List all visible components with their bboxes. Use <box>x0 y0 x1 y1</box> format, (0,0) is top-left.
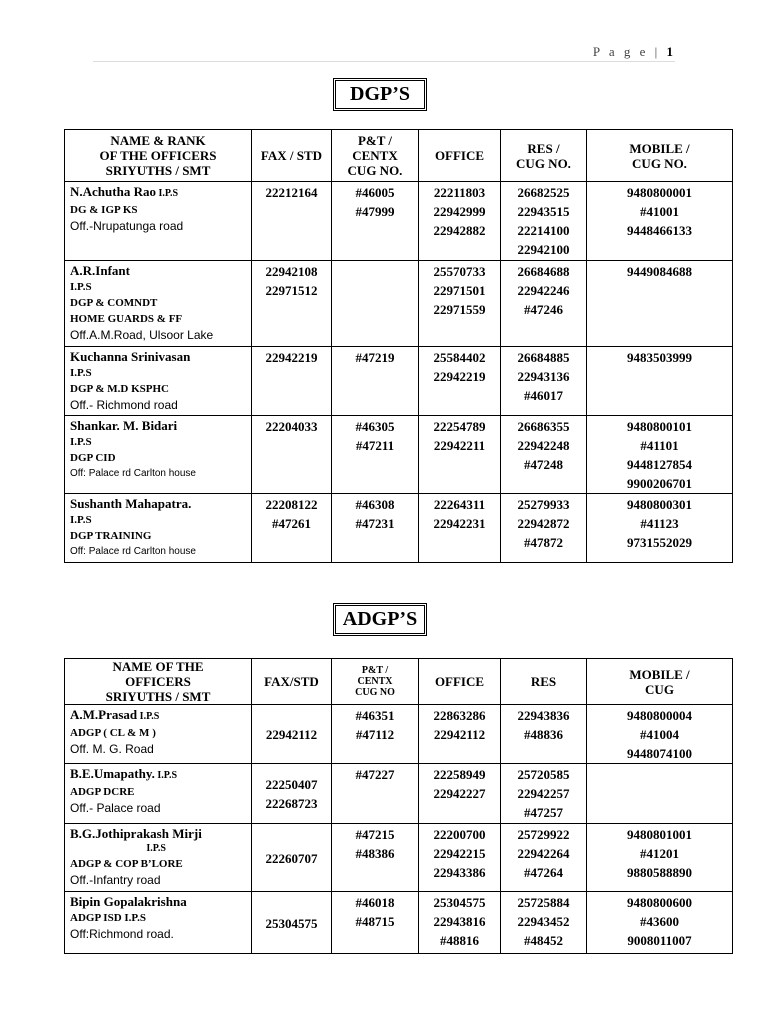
mobile-number: 9880588890 <box>627 865 692 880</box>
office-number: 22258949 <box>433 767 486 782</box>
pt-number: #48386 <box>355 846 395 861</box>
office-number: 22942227 <box>433 786 486 801</box>
office-cell <box>419 347 501 416</box>
office-number: 22254789 <box>433 419 486 434</box>
mobile-number: 9480800101 <box>627 419 692 434</box>
officer-cell <box>65 764 252 824</box>
mobile-cell <box>587 347 733 416</box>
office-number: 25584402 <box>433 350 486 365</box>
office-cell <box>419 764 501 824</box>
officer-address: Off.- Palace road <box>70 801 161 815</box>
officer-name: Shankar. M. Bidari <box>70 418 178 433</box>
officer-name: A.R.Infant <box>70 263 130 278</box>
dgp-table <box>64 129 733 563</box>
pt-number: #46005 <box>355 185 395 200</box>
column-header-res <box>501 659 587 705</box>
officer-cell <box>65 261 252 347</box>
pt-cell <box>332 824 419 892</box>
officer-cell <box>65 182 252 261</box>
pt-number: #46018 <box>355 895 395 910</box>
fax-number: 22204033 <box>265 419 318 434</box>
pt-number: #47999 <box>355 204 395 219</box>
res-number: 22943452 <box>517 914 570 929</box>
res-cell <box>501 705 587 764</box>
column-header-office <box>419 130 501 182</box>
fax-number: 22942112 <box>265 727 318 742</box>
header-line: CUG NO. <box>347 163 403 178</box>
officer-address: Off.-Nrupatunga road <box>70 219 184 233</box>
column-header-fax <box>252 659 332 705</box>
officer-rank: DGP & M.D KSPHC <box>70 383 169 395</box>
res-number: 26686355 <box>517 419 570 434</box>
fax-number: 22971512 <box>265 283 318 298</box>
res-number: 25279933 <box>517 497 570 512</box>
fax-cell <box>252 261 332 347</box>
officer-address: Off.A.M.Road, Ulsoor Lake <box>70 328 214 342</box>
res-number: 26684885 <box>517 350 570 365</box>
pt-number: #47219 <box>355 350 395 365</box>
ips-label: I.P.S <box>70 281 92 293</box>
pt-cell <box>332 416 419 494</box>
header-line: OFFICE <box>434 674 485 689</box>
column-header-res <box>501 130 587 182</box>
officer-row <box>65 261 733 347</box>
mobile-number: 9480800001 <box>627 185 692 200</box>
res-number: 26684688 <box>517 264 570 279</box>
office-number: 22942211 <box>433 438 486 453</box>
mobile-number: #41001 <box>640 204 679 219</box>
header-line: SRIYUTHS / SMT <box>105 163 211 178</box>
header-rule <box>93 61 675 62</box>
dgp-section-title: DGP’S <box>333 78 427 111</box>
header-line: FAX/STD <box>264 674 319 689</box>
pt-number: #47215 <box>355 827 395 842</box>
res-cell <box>501 764 587 824</box>
mobile-cell <box>587 416 733 494</box>
office-number: 22942231 <box>433 516 486 531</box>
res-number: 22942248 <box>517 438 570 453</box>
mobile-number: 9480801001 <box>627 827 692 842</box>
pt-number: #47227 <box>355 767 395 782</box>
res-number: 22942246 <box>517 283 570 298</box>
pt-number: #47112 <box>355 727 395 742</box>
mobile-cell <box>587 182 733 261</box>
mobile-number: 9008011007 <box>627 933 692 948</box>
officer-row <box>65 764 733 824</box>
officer-row <box>65 705 733 764</box>
ips-label: I.P.S <box>155 188 179 199</box>
header-line: MOBILE / <box>629 666 690 682</box>
header-row <box>65 130 733 182</box>
mobile-cell <box>587 494 733 563</box>
officer-row <box>65 182 733 261</box>
header-line: CENTX <box>352 148 398 163</box>
officer-cell <box>65 892 252 954</box>
office-cell <box>419 416 501 494</box>
pt-cell <box>332 764 419 824</box>
header-line: MOBILE / <box>629 140 690 156</box>
res-number: 26682525 <box>517 185 570 200</box>
res-number: 22943515 <box>517 204 570 219</box>
fax-cell <box>252 416 332 494</box>
page-separator: | <box>654 44 661 59</box>
mobile-cell <box>587 892 733 954</box>
column-header-mobile <box>587 130 733 182</box>
officer-address: Off.-Infantry road <box>70 873 161 887</box>
adgp-table <box>64 658 733 954</box>
office-number: 22942215 <box>433 846 486 861</box>
officer-rank: DGP CID <box>70 452 116 464</box>
mobile-cell <box>587 261 733 347</box>
res-number: 25720585 <box>517 767 570 782</box>
office-number: 22942882 <box>433 223 486 238</box>
header-line: CUG NO <box>355 687 395 698</box>
pt-cell <box>332 347 419 416</box>
column-header-pt <box>332 130 419 182</box>
mobile-number: 9448074100 <box>627 746 692 761</box>
officer-address: Off: Palace rd Carlton house <box>70 468 196 479</box>
mobile-cell <box>587 824 733 892</box>
header-line: FAX / STD <box>260 148 323 163</box>
column-header-pt <box>332 659 419 705</box>
office-number: 25304575 <box>433 895 486 910</box>
fax-cell <box>252 824 332 892</box>
fax-cell <box>252 347 332 416</box>
mobile-cell <box>587 705 733 764</box>
office-number: 22942112 <box>433 727 486 742</box>
ips-label: I.P.S <box>70 514 92 526</box>
fax-number: 22942108 <box>265 264 318 279</box>
header-line: OFFICE <box>434 148 485 163</box>
office-number: 22863286 <box>433 708 486 723</box>
mobile-number: #41004 <box>640 727 679 742</box>
officer-rank: ADGP & COP B’LORE <box>70 858 183 870</box>
officer-name: A.M.Prasad I.P.S <box>70 707 160 722</box>
page-number-header <box>593 44 673 60</box>
res-cell <box>501 182 587 261</box>
header-line: CUG NO. <box>516 155 571 171</box>
res-number: 22214100 <box>517 223 570 238</box>
mobile-number: 9900206701 <box>627 476 692 491</box>
column-header-name <box>65 130 252 182</box>
officer-rank: ADGP DCRE <box>70 786 135 798</box>
pt-cell <box>332 182 419 261</box>
officer-cell <box>65 494 252 563</box>
pt-cell <box>332 892 419 954</box>
officer-name: N.Achutha Rao I.P.S <box>70 184 179 199</box>
mobile-cell <box>587 764 733 824</box>
column-header-name <box>65 659 252 705</box>
fax-number: 22250407 <box>265 777 318 792</box>
mobile-number: 9480800600 <box>627 895 692 910</box>
pt-number: #46351 <box>355 708 395 723</box>
pt-cell <box>332 494 419 563</box>
res-number: 22943136 <box>517 369 570 384</box>
header-row <box>65 659 733 705</box>
mobile-number: 9480800301 <box>627 497 692 512</box>
officer-name: Kuchanna Srinivasan <box>70 349 191 364</box>
fax-cell <box>252 494 332 563</box>
officer-rank: DG & IGP KS <box>70 204 138 216</box>
officer-rank: DGP TRAINING <box>70 530 152 542</box>
res-number: 22942100 <box>517 242 570 257</box>
officer-rank: ADGP ( CL & M ) <box>70 727 156 739</box>
mobile-number: #41201 <box>640 846 679 861</box>
office-cell <box>419 494 501 563</box>
office-number: 22943386 <box>433 865 486 880</box>
page-label: P a g e <box>592 44 649 59</box>
office-cell <box>419 705 501 764</box>
column-header-fax <box>252 130 332 182</box>
pt-cell <box>332 705 419 764</box>
officer-row <box>65 416 733 494</box>
office-number: 22943816 <box>433 914 486 929</box>
fax-cell <box>252 764 332 824</box>
fax-number: #47261 <box>272 516 311 531</box>
office-number: 22264311 <box>433 497 486 512</box>
office-number: 22942219 <box>433 369 486 384</box>
fax-cell <box>252 705 332 764</box>
res-cell <box>501 261 587 347</box>
res-number: 22942264 <box>517 846 570 861</box>
ips-label: I.P.S <box>70 436 92 448</box>
res-number: 22943836 <box>517 708 570 723</box>
office-number: 22942999 <box>433 204 486 219</box>
mobile-number: 9480800004 <box>627 708 692 723</box>
page-number: 1 <box>666 44 673 59</box>
header-line: SRIYUTHS / SMT <box>105 689 211 704</box>
office-number: 22211803 <box>433 185 486 200</box>
officer-cell <box>65 347 252 416</box>
officer-name: Bipin Gopalakrishna <box>70 894 187 909</box>
pt-number: #47231 <box>355 516 395 531</box>
pt-number: #46308 <box>355 497 395 512</box>
header-line: RES / <box>527 140 560 156</box>
fax-number: 25304575 <box>265 915 318 931</box>
header-line: CUG <box>645 681 674 697</box>
office-number: 22971559 <box>433 302 486 317</box>
pt-number: #46305 <box>355 419 395 434</box>
header-line: CENTX <box>357 676 393 687</box>
officer-rank: ADGP ISD I.P.S <box>70 912 147 924</box>
office-cell <box>419 892 501 954</box>
header-line: CUG NO. <box>632 155 687 171</box>
fax-number: 22212164 <box>265 185 318 200</box>
mobile-number: #41101 <box>640 438 679 453</box>
res-number: 22942257 <box>517 786 570 801</box>
mobile-number: 9449084688 <box>627 264 692 279</box>
pt-cell <box>332 261 419 347</box>
mobile-number: 9731552029 <box>627 535 692 550</box>
officer-name: B.E.Umapathy. I.P.S <box>70 766 178 781</box>
pt-number: #47211 <box>355 438 395 453</box>
office-cell <box>419 182 501 261</box>
office-number: 25570733 <box>433 264 486 279</box>
mobile-number: #41123 <box>640 516 679 531</box>
column-header-office <box>419 659 501 705</box>
res-cell <box>501 416 587 494</box>
header-line: NAME & RANK <box>110 133 206 148</box>
officer-cell <box>65 416 252 494</box>
office-number: 22971501 <box>433 283 486 298</box>
mobile-number: 9448466133 <box>627 223 692 238</box>
officer-address: Off. M. G. Road <box>70 742 154 756</box>
ips-label: I.P.S <box>154 770 178 781</box>
res-number: #47257 <box>524 805 563 820</box>
res-cell <box>501 824 587 892</box>
fax-number: 22260707 <box>265 850 318 866</box>
office-cell <box>419 261 501 347</box>
header-line: P&T / <box>357 133 393 148</box>
adgp-section-title: ADGP’S <box>333 603 427 636</box>
mobile-number: #43600 <box>640 914 679 929</box>
fax-cell <box>252 182 332 261</box>
fax-number: 22268723 <box>265 796 318 811</box>
res-cell <box>501 347 587 416</box>
officer-name: Sushanth Mahapatra. <box>70 496 192 511</box>
officer-cell <box>65 824 252 892</box>
officer-address: Off:Richmond road. <box>70 927 174 941</box>
officer-row <box>65 347 733 416</box>
res-number: #46017 <box>524 388 563 403</box>
res-cell <box>501 494 587 563</box>
header-line: RES <box>530 674 557 689</box>
res-number: #47246 <box>524 302 563 317</box>
officer-address: Off.- Richmond road <box>70 398 178 412</box>
header-line: OF THE OFFICERS <box>99 148 217 163</box>
res-number: 25725884 <box>517 895 570 910</box>
officer-row <box>65 892 733 954</box>
header-line: NAME OF THE <box>112 659 204 674</box>
res-number: 22942872 <box>517 516 570 531</box>
res-cell <box>501 892 587 954</box>
header-line: OFFICERS <box>125 674 191 689</box>
res-number: #48452 <box>524 933 563 948</box>
officer-rank: DGP & COMNDT <box>70 297 158 309</box>
mobile-number: 9483503999 <box>627 350 692 365</box>
res-number: #47248 <box>524 457 563 472</box>
officer-address: Off: Palace rd Carlton house <box>70 546 196 557</box>
header-line: P&T / <box>361 665 389 676</box>
mobile-number: 9448127854 <box>627 457 692 472</box>
officer-name: B.G.Jothiprakash Mirji <box>70 826 202 841</box>
office-cell <box>419 824 501 892</box>
res-number: #47872 <box>524 535 563 550</box>
column-header-mobile <box>587 659 733 705</box>
fax-cell <box>252 892 332 954</box>
ips-label: I.P.S <box>146 843 166 854</box>
ips-label: I.P.S <box>70 367 92 379</box>
officer-row <box>65 824 733 892</box>
officer-cell <box>65 705 252 764</box>
office-number: #48816 <box>440 933 479 948</box>
office-number: 22200700 <box>433 827 486 842</box>
res-number: #48836 <box>524 727 563 742</box>
fax-number: 22942219 <box>265 350 318 365</box>
res-number: 25729922 <box>517 827 570 842</box>
officer-row <box>65 494 733 563</box>
officer-rank: HOME GUARDS & FF <box>70 313 183 325</box>
fax-number: 22208122 <box>265 497 318 512</box>
res-number: #47264 <box>524 865 563 880</box>
ips-label: I.P.S <box>137 711 160 722</box>
pt-number: #48715 <box>355 914 395 929</box>
